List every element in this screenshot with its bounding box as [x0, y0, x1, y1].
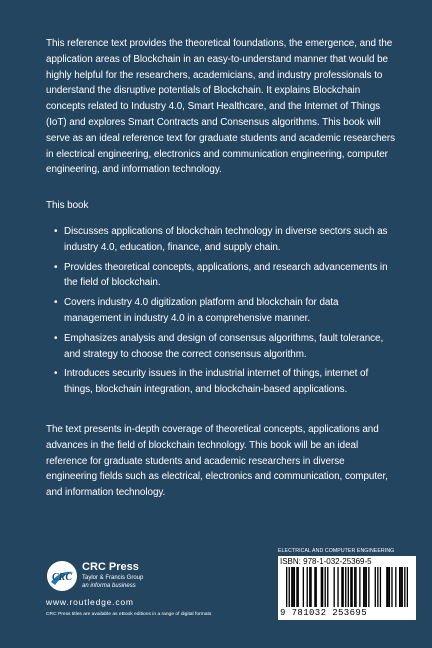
list-item: • Covers industry 4.0 digitization platform and blockchain for data management in industry 4.0 in a comprehensive manner.	[54, 297, 339, 324]
barcode-bar	[341, 567, 342, 607]
back-cover-text	[46, 36, 398, 501]
publisher-name: CRC Press	[82, 561, 139, 573]
barcode-bar	[296, 567, 297, 607]
barcode-bar	[354, 567, 355, 607]
barcode-bar	[399, 567, 400, 607]
barcode-bar	[395, 567, 396, 607]
barcode-bar	[292, 567, 293, 607]
bullet-icon: •	[54, 368, 58, 380]
barcode-bar	[291, 567, 292, 607]
barcode-bar	[322, 567, 323, 607]
this-book-heading: This book	[46, 200, 89, 212]
barcode-bar	[355, 567, 356, 607]
barcode-bar	[314, 567, 315, 607]
barcode-digits: 9 781032 253695	[280, 608, 368, 618]
barcode-bar	[286, 567, 287, 607]
publisher-url[interactable]: www.routledge.com	[46, 597, 134, 607]
barcode-bar	[402, 567, 403, 607]
barcode-bar	[391, 567, 392, 607]
barcode-bar	[359, 567, 360, 607]
barcode-icon	[286, 567, 408, 607]
logo-text: CRC	[51, 572, 73, 583]
barcode-bar	[386, 567, 387, 607]
bullet-icon: •	[54, 225, 58, 237]
list-item: • Introduces security issues in the industrial internet of things, internet of things, blockchain integration, and blockchain-based applications.	[54, 368, 369, 396]
barcode-bar	[345, 567, 346, 607]
barcode-bar	[363, 567, 364, 607]
publisher-informa: an informa business	[82, 583, 136, 589]
bullet-icon: •	[54, 297, 58, 309]
barcode-bar	[298, 567, 299, 607]
barcode-bar	[337, 567, 338, 607]
barcode-bar	[377, 567, 378, 607]
barcode-bar	[307, 567, 308, 607]
barcode-bar	[316, 567, 317, 607]
barcode-bar	[404, 567, 405, 607]
barcode-bar	[327, 567, 328, 607]
barcode-bar	[325, 567, 326, 607]
feature-list	[46, 224, 398, 398]
barcode-bar	[380, 567, 381, 607]
subject-category: ELECTRICAL AND COMPUTER ENGINEERING	[278, 548, 395, 554]
barcode-bar	[364, 567, 365, 607]
barcode-bar	[321, 567, 322, 607]
publisher-group: Taylor & Francis Group	[82, 575, 144, 581]
barcode-bar	[350, 567, 351, 607]
barcode-bar	[387, 567, 388, 607]
barcode-bar	[343, 567, 344, 607]
barcode-bar	[351, 567, 352, 607]
description-paragraph: This reference text provides the theoretical foundations, the emergence, and the application areas of Blockchain in an easy-to-understand manner that would be highly helpful for the researchers, academicians, and industry professionals to understand the disruptive potentials of Blockchain. It explains Blockchain concepts related to Industry 4.0, Smart Healthcare, and the Internet of Things (IoT) and explores Smart Contracts and Consensus algorithms. This book will serve as an ideal reference text for graduate students and academic researchers in electrical engineering, electronics and communication engineering, computer engineering, and information technology.	[46, 38, 396, 176]
barcode-bar	[310, 567, 311, 607]
isbn-text: ISBN: 978-1-032-25369-5	[280, 557, 372, 566]
barcode-bar	[407, 567, 408, 607]
list-item: • Emphasizes analysis and design of consensus algorithms, fault tolerance, and strategy to choose the correct consensus algorithm.	[54, 332, 384, 360]
bullet-icon: •	[54, 332, 58, 344]
barcode-bar	[348, 567, 349, 607]
barcode-bar	[368, 567, 369, 607]
barcode-bar	[303, 567, 304, 607]
barcode-bar	[294, 567, 295, 607]
list-item: • Provides theoretical concepts, applications, and research advancements in the field of blockchain.	[54, 261, 388, 289]
barcode-block	[278, 548, 416, 620]
barcode-bar	[366, 567, 367, 607]
barcode-bar	[309, 567, 310, 607]
summary-paragraph: The text presents in-depth coverage of theoretical concepts, applications and advances in the field of blockchain technology. This book will be an ideal reference for graduate students and academic researchers in diverse engineering fields such as electrical, electronics and communication, computer, and information technology.	[46, 423, 388, 499]
barcode-bar	[334, 567, 335, 607]
list-item: • Discusses applications of blockchain technology in diverse sectors such as industry 4.0, education, finance, and supply chain.	[54, 225, 388, 253]
isbn-box	[278, 556, 416, 620]
publisher-block	[46, 560, 246, 620]
crc-press-logo-icon	[46, 560, 78, 592]
barcode-bar	[400, 567, 401, 607]
ebook-note: CRC Press titles are available as eBook editions in a range of digital formats	[46, 612, 212, 617]
bullet-icon: •	[54, 261, 58, 273]
barcode-bar	[389, 567, 390, 607]
barcode-bar	[375, 567, 376, 607]
barcode-bar	[289, 567, 290, 607]
